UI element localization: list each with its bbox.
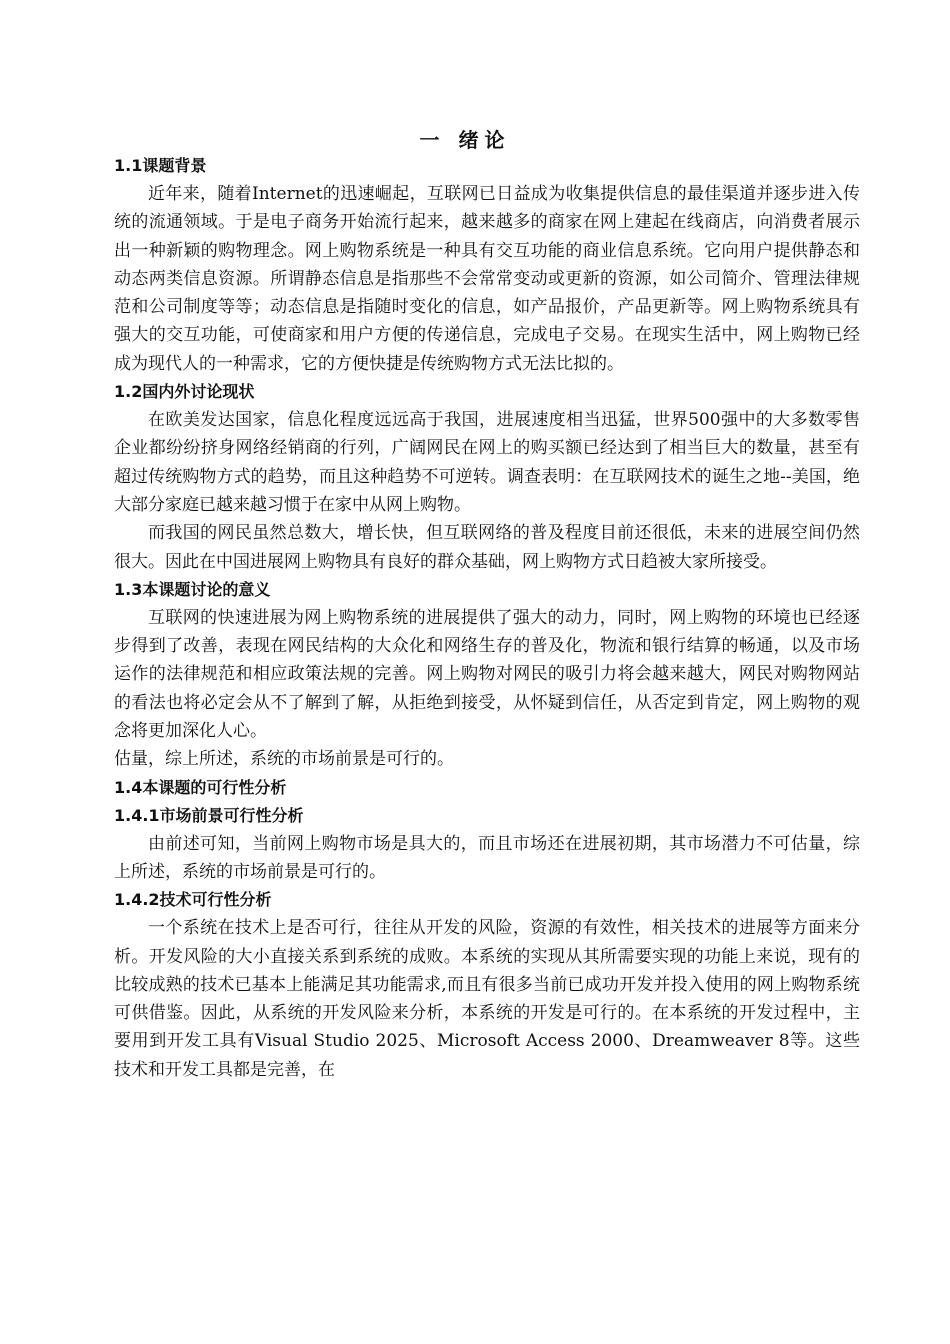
paragraph: 一个系统在技术上是否可行，往往从开发的风险，资源的有效性，相关技术的进展等方面来分析。开发风险的大小直接关系到系统的成败。本系统的实现从其所需要实现的功能上来说，现有的比较成熟的技术已基本上能满足其功能需求,而且有很多当前已成功开发并投入使用的网上购物系统可供借鉴。因此，从系统的开发风险来分析，本系统的开发是可行的。在本系统的开发过程中，主要用到开发工具有Visual Studio 2025、Microsoft Access 2000、Dreamweaver 8等。这些技术和开发工具都是完善，在 <box>114 918 860 1080</box>
section-heading-1-1: 1.1课题背景 <box>114 156 207 175</box>
section-heading-1-4: 1.4本课题的可行性分析 <box>114 777 287 797</box>
paragraph: 在欧美发达国家，信息化程度远远高于我国，进展速度相当迅猛，世界500强中的大多数零售企业都纷纷挤身网络经销商的行列，广阔网民在网上的购买额已经达到了相当巨大的数量，甚至有超过传统购物方式的趋势，而且这种趋势不可逆转。调查表明：在互联网技术的诞生之地--美国，绝大部分家庭已越来越习惯于在家中从网上购物。 <box>114 410 860 515</box>
paragraph: 而我国的网民虽然总数大，增长快，但互联网络的普及程度目前还很低，未来的进展空间仍然很大。因此在中国进展网上购物具有良好的群众基础，网上购物方式日趋被大家所接受。 <box>114 523 860 572</box>
section-heading-1-4-2: 1.4.2技术可行性分析 <box>114 890 272 910</box>
paragraph: 由前述可知，当前网上购物市场是具大的，而且市场还在进展初期，其市场潜力不可估量，综上所述，系统的市场前景是可行的。 <box>114 833 860 882</box>
section-heading-1-2: 1.2国内外讨论现状 <box>114 382 255 402</box>
section-heading-1-4-1: 1.4.1市场前景可行性分析 <box>114 805 304 825</box>
paragraph: 互联网的快速进展为网上购物系统的进展提供了强大的动力，同时，网上购物的环境也已经逐步得到了改善，表现在网民结构的大众化和网络生存的普及化，物流和银行结算的畅通，以及市场运作的法律规范和相应政策法规的完善。网上购物对网民的吸引力将会越来越大，网民对购物网站的看法也将必定会从不了解到了解，从拒绝到接受，从怀疑到信任，从否定到肯定，网上购物的观念将更加深化人心。 <box>114 607 860 742</box>
paragraph-trailing-line: 估量，综上所述，系统的市场前景是可行的。 <box>114 749 454 770</box>
document-body <box>114 152 860 1084</box>
section-heading-1-3: 1.3本课题讨论的意义 <box>114 579 271 599</box>
chapter-title: 一 绪论 <box>419 128 511 152</box>
paragraph: 近年来，随着Internet的迅速崛起，互联网已日益成为收集提供信息的最佳渠道并逐步进入传统的流通领域。于是电子商务开始流行起来，越来越多的商家在网上建起在线商店，向消费者展示出一种新颖的购物理念。网上购物系统是一种具有交互功能的商业信息系统。它向用户提供静态和动态两类信息资源。所谓静态信息是指那些不会常常变动或更新的资源，如公司简介、管理法律规范和公司制度等等；动态信息是指随时变化的信息，如产品报价，产品更新等。网上购物系统具有强大的交互功能，可使商家和用户方便的传递信息，完成电子交易。在现实生活中，网上购物已经成为现代人的一种需求，它的方便快捷是传统购物方式无法比拟的。 <box>114 184 860 374</box>
